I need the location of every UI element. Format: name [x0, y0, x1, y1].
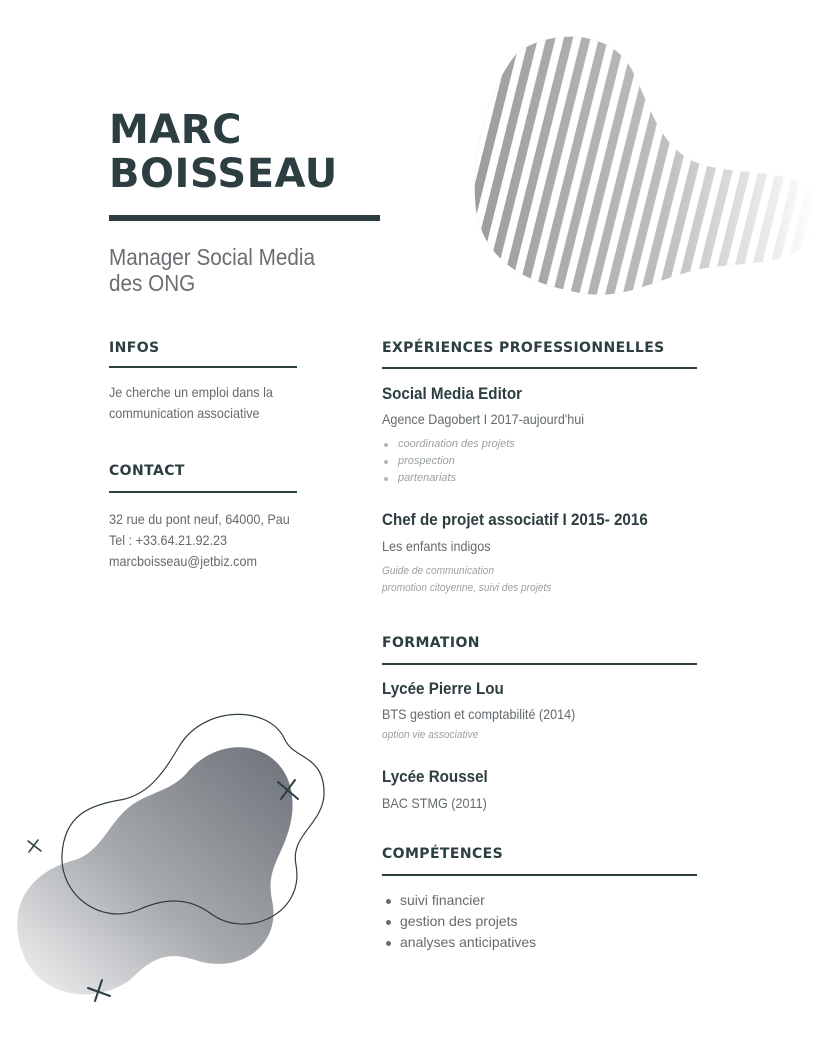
job-entry-title: Chef de projet associatif I 2015- 2016: [382, 511, 648, 529]
school-note: option vie associative: [382, 729, 479, 741]
cross-mark-icon: [28, 840, 41, 852]
skills-list: [384, 890, 536, 953]
name-underline: [109, 215, 380, 221]
education-heading: FORMATION: [382, 635, 480, 651]
infos-heading: INFOS: [109, 340, 160, 356]
infos-line: Je cherche un emploi dans la: [109, 384, 273, 400]
contact-phone: Tel : +33.64.21.92.23: [109, 532, 228, 548]
detail-line: Guide de communication: [382, 565, 494, 577]
contact-email: marcboisseau@jetbiz.com: [109, 553, 257, 569]
school-name: Lycée Roussel: [382, 768, 488, 786]
striped-blob-decoration: [470, 30, 816, 300]
contact-heading: CONTACT: [109, 463, 185, 479]
experience-rule: [382, 367, 697, 369]
school-degree: BAC STMG (2011): [382, 795, 487, 811]
job-title-line: Manager Social Media: [109, 244, 315, 270]
job-title: [109, 244, 379, 296]
gradient-blob-decoration: [10, 705, 340, 1015]
infos-text: [109, 382, 303, 424]
contact-details: [109, 509, 316, 572]
job-entry-details: [382, 436, 515, 487]
detail-line: promotion citoyenne, suivi des projets: [382, 582, 552, 594]
education-rule: [382, 663, 697, 665]
contact-rule: [109, 491, 297, 493]
list-item: prospection: [382, 453, 515, 470]
list-item: analyses anticipatives: [384, 932, 536, 953]
list-item: suivi financier: [384, 890, 536, 911]
job-entry-company: Agence Dagobert I 2017-aujourd'hui: [382, 411, 585, 427]
job-title-line: des ONG: [109, 270, 196, 296]
list-item: coordination des projets: [382, 436, 515, 453]
school-degree: BTS gestion et comptabilité (2014): [382, 706, 576, 722]
list-item: gestion des projets: [384, 911, 536, 932]
job-entry-title: Social Media Editor: [382, 385, 523, 403]
job-entry-company: Les enfants indigos: [382, 538, 491, 554]
infos-rule: [109, 366, 297, 368]
experience-heading: EXPÉRIENCES PROFESSIONNELLES: [382, 340, 665, 356]
candidate-name: [109, 108, 338, 196]
contact-address: 32 rue du pont neuf, 64000, Pau: [109, 511, 290, 527]
last-name: BOISSEAU: [109, 151, 338, 197]
gradient-blob-shape: [17, 747, 292, 994]
school-name: Lycée Pierre Lou: [382, 680, 504, 698]
skills-heading: COMPÉTENCES: [382, 846, 504, 862]
list-item: partenariats: [382, 470, 515, 487]
skills-rule: [382, 874, 697, 876]
infos-line: communication associative: [109, 405, 260, 421]
job-entry-details: [382, 563, 551, 597]
first-name: MARC: [109, 107, 242, 153]
